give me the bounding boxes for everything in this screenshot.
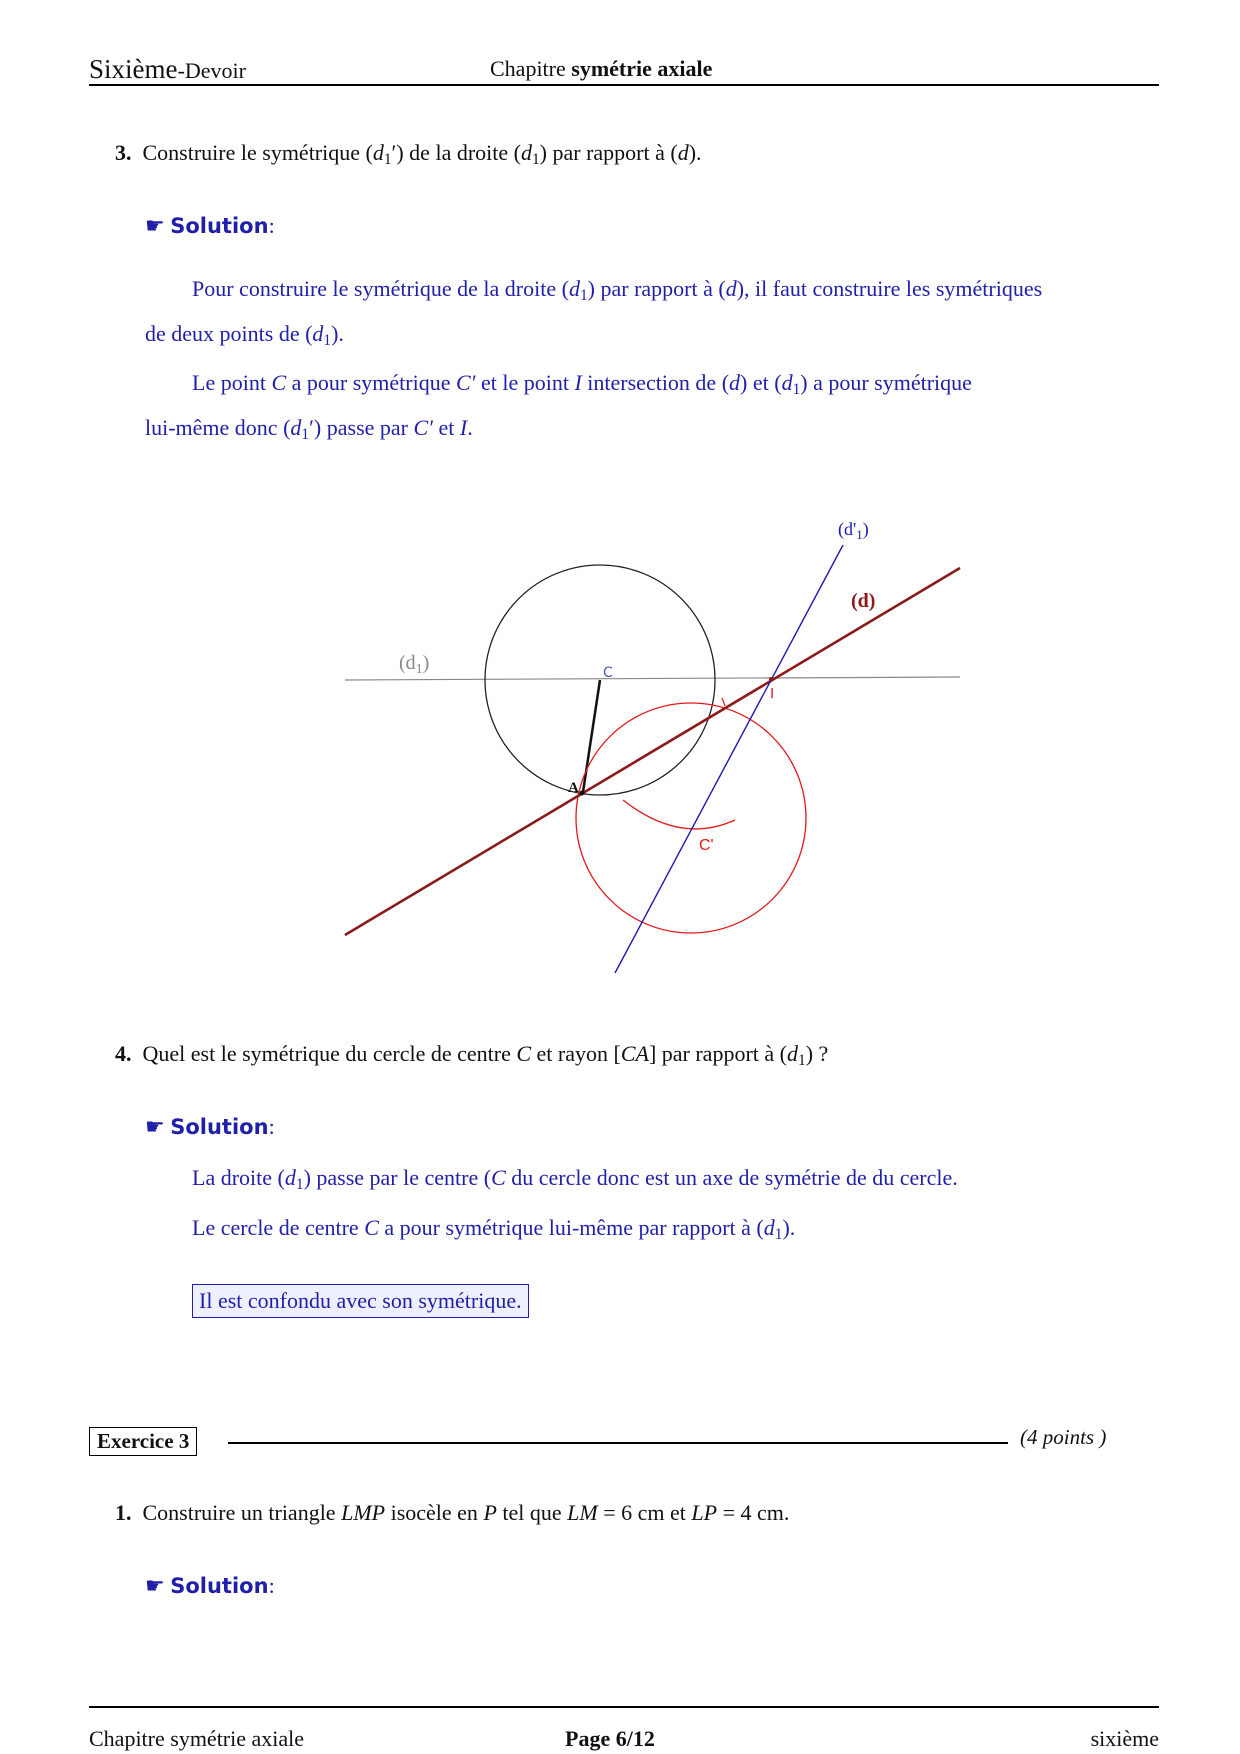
math-sub: 1 xyxy=(301,425,310,443)
pointing-hand-icon: ☛ xyxy=(145,1114,165,1139)
math-sub: 1 xyxy=(797,1051,806,1069)
sol4-text: Le cercle de centre xyxy=(192,1215,365,1240)
math-d1: d xyxy=(568,276,580,301)
sol3-text: ) par rapport à ( xyxy=(587,276,726,301)
math-d1: d xyxy=(781,370,793,395)
question-number: 4. xyxy=(115,1041,132,1066)
line-d1-prime xyxy=(615,545,843,973)
label-d1-close: ) xyxy=(422,652,430,674)
q3-text-b: ) de la droite ( xyxy=(396,140,521,165)
math-d1: d xyxy=(372,140,384,165)
math-CA: CA xyxy=(620,1041,649,1066)
math-LMP: LMP xyxy=(341,1500,386,1525)
point-i-dot xyxy=(769,677,773,681)
circle-center-c-prime xyxy=(576,703,806,933)
sol3-text: . xyxy=(467,415,473,440)
exercise-3-question-1 xyxy=(115,1500,789,1526)
math-d1: d xyxy=(312,321,324,346)
math-I: I xyxy=(574,370,582,395)
math-sub: 1 xyxy=(579,286,588,304)
math-C: C xyxy=(491,1165,506,1190)
sol3-text: de deux points de ( xyxy=(145,321,313,346)
exercise-3-rule xyxy=(228,1442,1008,1444)
math-sub: 1 xyxy=(792,380,801,398)
label-d1-prime xyxy=(838,519,869,542)
header-title-main: Sixième xyxy=(89,54,178,84)
boxed-conclusion: Il est confondu avec son symétrique. xyxy=(192,1284,529,1318)
math-d1: d xyxy=(290,415,302,440)
math-prime: ′ xyxy=(309,415,314,440)
q4-text: et rayon [ xyxy=(531,1041,621,1066)
header-title-sub: -Devoir xyxy=(177,58,246,83)
footer-rule xyxy=(89,1706,1159,1708)
math-d: d xyxy=(677,140,689,165)
sol3-text: intersection de ( xyxy=(581,370,730,395)
construction-tick xyxy=(722,698,725,706)
sol3-text: lui-même donc ( xyxy=(145,415,291,440)
label-d1 xyxy=(399,652,429,677)
exercise-3-title: Exercice 3 xyxy=(89,1427,197,1456)
question-4 xyxy=(115,1041,828,1067)
label-point-c-prime: C' xyxy=(699,837,714,854)
solution-colon: : xyxy=(268,1573,275,1598)
sol3-text: Pour construire le symétrique de la droite ( xyxy=(192,276,569,301)
sol3-text: ) et ( xyxy=(740,370,782,395)
math-Cprime: C′ xyxy=(455,370,476,395)
label-point-a: A xyxy=(568,780,579,796)
solution-heading-q4 xyxy=(145,1114,275,1140)
math-Cprime: C′ xyxy=(413,415,433,440)
math-d: d xyxy=(729,370,741,395)
math-d1: d xyxy=(284,1165,296,1190)
q4-text: Quel est le symétrique du cercle de centre xyxy=(142,1041,517,1066)
point-a-dot xyxy=(580,791,585,796)
q4-text: ) ? xyxy=(805,1041,829,1066)
math-C: C xyxy=(271,370,287,395)
math-sub: 1 xyxy=(383,150,392,168)
label-d1-sub: 1 xyxy=(415,662,423,677)
math-d1: d xyxy=(763,1215,775,1240)
math-sub: 1 xyxy=(531,150,540,168)
solution-q4-line-1 xyxy=(192,1165,958,1191)
math-C: C xyxy=(516,1041,532,1066)
solution-label: Solution xyxy=(170,1574,269,1598)
footer-level: sixième xyxy=(1090,1726,1159,1751)
q4-text: ] par rapport à ( xyxy=(648,1041,787,1066)
math-sub: 1 xyxy=(295,1175,304,1193)
math-I: I xyxy=(459,415,468,440)
construction-arc xyxy=(623,800,735,829)
math-d1: d xyxy=(786,1041,798,1066)
label-d1-prime-text: (d' xyxy=(838,519,857,539)
sol3-text: ). xyxy=(331,321,344,346)
e3q1-text: = 4 cm. xyxy=(717,1500,790,1525)
sol4-text: ). xyxy=(782,1215,796,1240)
math-sub: 1 xyxy=(774,1225,783,1243)
sol4-text: ) passe par le centre ( xyxy=(303,1165,492,1190)
math-P: P xyxy=(483,1500,497,1525)
label-d: (d) xyxy=(851,590,876,612)
question-number: 1. xyxy=(115,1500,132,1525)
sol3-text: et xyxy=(433,415,460,440)
pointing-hand-icon: ☛ xyxy=(145,1573,165,1598)
line-d xyxy=(345,568,960,935)
label-point-c: C xyxy=(603,665,613,681)
solution-q4-line-2 xyxy=(192,1215,795,1241)
e3q1-text: tel que xyxy=(496,1500,568,1525)
label-d1-prime-close: ) xyxy=(862,519,869,539)
sol3-text: a pour symétrique xyxy=(286,370,456,395)
math-prime: ′ xyxy=(391,140,397,165)
label-d1-prime-sub: 1 xyxy=(856,527,863,542)
solution-colon: : xyxy=(268,1114,275,1139)
exercise-3-points: (4 points ) xyxy=(1020,1425,1107,1449)
sol3-text: ) a pour symétrique xyxy=(800,370,972,395)
math-LP: LP xyxy=(691,1500,718,1525)
header-chapter-prefix: Chapitre xyxy=(490,56,572,81)
sol3-text: Le point xyxy=(192,370,272,395)
sol3-text: ), il faut construire les symétriques xyxy=(736,276,1043,301)
solution-label: Solution xyxy=(170,1115,269,1139)
header-chapter-name: symétrie axiale xyxy=(571,56,713,81)
e3q1-text: isocèle en xyxy=(385,1500,484,1525)
sol4-text: du cercle donc est un axe de symétrie de du cercle. xyxy=(505,1165,958,1190)
line-d1 xyxy=(345,677,960,680)
q3-text-a: Construire le symétrique ( xyxy=(142,140,373,165)
radius-ca xyxy=(583,680,600,792)
pointing-hand-icon: ☛ xyxy=(145,213,165,238)
math-sub: 1 xyxy=(323,331,332,349)
footer-chapter: Chapitre symétrie axiale xyxy=(89,1726,305,1751)
math-LM: LM xyxy=(567,1500,598,1525)
math-d1: d xyxy=(520,140,532,165)
math-C: C xyxy=(364,1215,379,1240)
q3-text-c: ) par rapport à ( xyxy=(539,140,678,165)
math-d: d xyxy=(725,276,737,301)
footer-page-number: Page 6/12 xyxy=(565,1726,655,1751)
label-point-i: I xyxy=(770,685,775,702)
e3q1-text: = 6 cm et xyxy=(597,1500,692,1525)
e3q1-text: Construire un triangle xyxy=(142,1500,342,1525)
solution-colon: : xyxy=(268,213,275,238)
sol3-text: et le point xyxy=(475,370,575,395)
q3-text-d: ). xyxy=(688,140,702,165)
sol4-text: a pour symétrique lui-même par rapport à ( xyxy=(378,1215,764,1240)
sol4-text: La droite ( xyxy=(192,1165,285,1190)
solution-heading-e3q1 xyxy=(145,1573,275,1599)
solution-label: Solution xyxy=(170,214,269,238)
sol3-text: ) passe par xyxy=(313,415,414,440)
label-d1-text: (d xyxy=(399,652,416,674)
question-number: 3. xyxy=(115,140,132,165)
